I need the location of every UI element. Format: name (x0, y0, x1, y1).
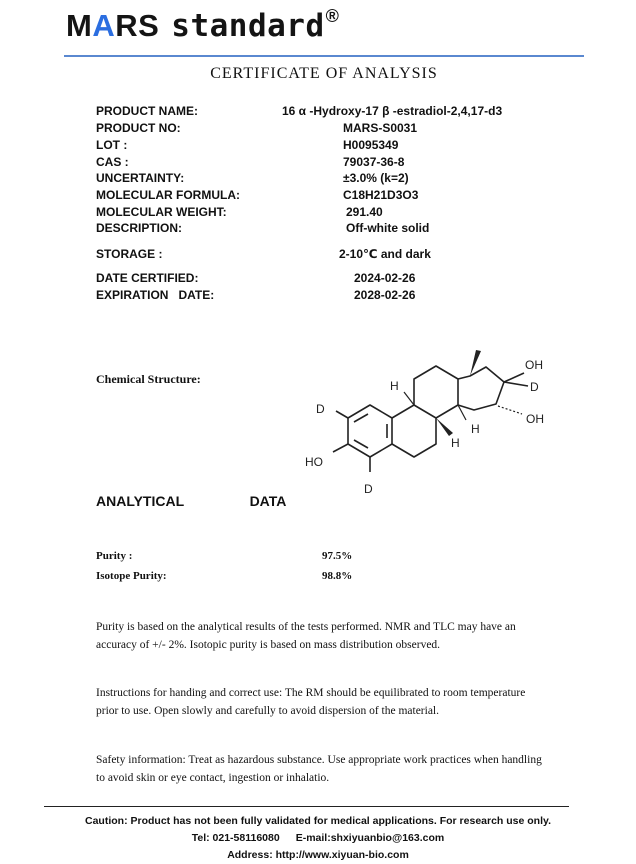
formula-label: MOLECULAR FORMULA: (96, 188, 240, 202)
cas-label: CAS : (96, 155, 129, 169)
footer-rule (44, 806, 569, 807)
lot-value: H0095349 (343, 138, 399, 152)
formula-value: C18H21D3O3 (343, 188, 419, 202)
handling-instructions: Instructions for handing and correct use: The RM should be equilibrated to room temperature prior to use. Open slowly and carefully to avoid dispersion of the material. (96, 687, 526, 717)
email-address: E-mail:shxiyuanbio@163.com (295, 832, 445, 844)
atom-d-left: D (316, 402, 325, 416)
chemical-structure-label: Chemical Structure: (96, 372, 201, 386)
analytical-data-heading: ANALYTICAL DATA (96, 493, 287, 509)
product-no-label: PRODUCT NO: (96, 121, 181, 135)
weight-label: MOLECULAR WEIGHT: (96, 205, 227, 219)
atom-d-right: D (530, 380, 539, 394)
brand-rs: RS (115, 8, 160, 43)
uncertainty-label: UNCERTAINTY: (96, 171, 185, 185)
date-certified-value: 2024-02-26 (354, 271, 416, 285)
atom-h-mid1: H (471, 422, 480, 436)
purity-value: 97.5% (322, 550, 353, 562)
storage-value: 2-10℃ and dark (339, 247, 431, 261)
product-no-value: MARS-S0031 (343, 121, 418, 135)
purity-note: Purity is based on the analytical results of the tests performed. NMR and TLC may have an accuracy of +/- 2%. Isotopic purity is based on mass distribution observed. (96, 621, 516, 651)
atom-oh-right: OH (526, 412, 544, 426)
atom-oh-top: OH (525, 358, 543, 372)
product-name-value: 16 α -Hydroxy-17 β -estradiol-2,4,17-d3 (282, 104, 503, 118)
caution-text: Caution: Product has not been fully validated for medical applications. For research use only. (85, 815, 551, 827)
atom-h-mid2: H (451, 436, 460, 450)
date-certified-label: DATE CERTIFIED: (96, 271, 199, 285)
storage-label: STORAGE : (96, 247, 163, 261)
product-name-label: PRODUCT NAME: (96, 104, 198, 118)
atom-ho: HO (305, 455, 323, 469)
brand-m: M (66, 8, 93, 43)
brand-a: A (92, 8, 116, 43)
expiration-date-value: 2028-02-26 (354, 288, 416, 302)
uncertainty-value: ±3.0% (k=2) (343, 171, 409, 185)
phone-number: Tel: 021-58116080 (191, 832, 280, 844)
description-value: Off-white solid (346, 221, 430, 235)
registered-mark: ® (325, 6, 340, 26)
weight-value: 291.40 (346, 205, 383, 219)
contact-line (0, 832, 636, 844)
website-address: Address: http://www.xiyuan-bio.com (227, 849, 409, 861)
purity-label: Purity : (96, 550, 133, 562)
expiration-date-label: EXPIRATION DATE: (96, 288, 215, 302)
atom-h-top: H (390, 379, 399, 393)
safety-information: Safety information: Treat as hazardous substance. Use appropriate work practices when handling to avoid skin or eye contact, ingestion or inhalatio. (96, 754, 542, 784)
isotope-purity-label: Isotope Purity: (96, 570, 167, 582)
cas-value: 79037-36-8 (343, 155, 405, 169)
document-title: CERTIFICATE OF ANALYSIS (210, 65, 438, 82)
atom-d-bottom: D (364, 482, 373, 496)
description-label: DESCRIPTION: (96, 221, 183, 235)
lot-label: LOT : (96, 138, 128, 152)
brand-standard: standard (171, 8, 325, 44)
isotope-purity-value: 98.8% (322, 570, 353, 582)
